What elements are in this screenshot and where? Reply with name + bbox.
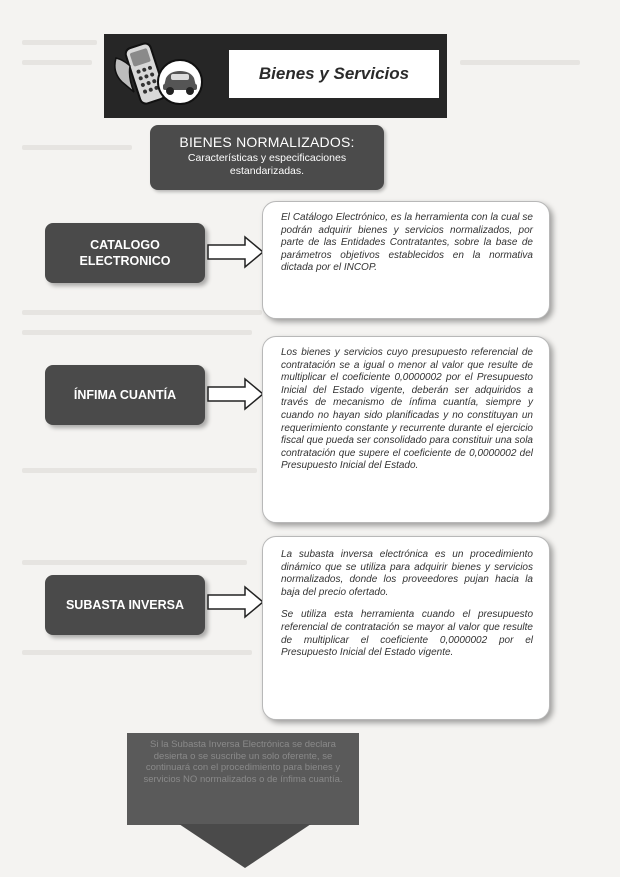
down-arrow-icon [175,820,315,872]
scan-artifact [22,40,97,45]
row-label: ÍNFIMA CUANTÍA [73,388,177,402]
normalized-goods-box [150,125,384,190]
normalized-subtitle: Características y especificaciones estandarizadas. [187,152,347,177]
infima-description-box [262,336,550,523]
row-label: CATALOGO ELECTRONICO [79,238,171,268]
scan-artifact [22,310,262,315]
row-paragraph: Se utiliza esta herramienta cuando el presupuesto referencial de contratación se mayor al valor que resulte de multiplicar el coeficiente 0,0000002 por el Presupuesto Inicial del Estado vigente. [281,609,533,659]
phone-and-car-icon [108,38,210,114]
scan-artifact [22,560,247,565]
header-banner [104,34,447,118]
bottom-note-box [127,733,359,825]
right-arrow-icon [207,377,265,411]
scan-artifact [22,468,257,473]
scan-artifact [460,60,580,65]
row-paragraph: La subasta inversa electrónica es un procedimiento dinámico que se utiliza para adquirir bienes y servicios normalizados, donde los proveedores pujan hacia la baja del precio ofertado. [281,549,533,598]
scan-artifact [22,60,92,65]
row-label: SUBASTA INVERSA [65,598,185,612]
normalized-title: BIENES NORMALIZADOS: [179,134,355,150]
right-arrow-icon [207,585,265,619]
right-arrow-icon [207,235,265,269]
row-paragraph: El Catálogo Electrónico, es la herramienta con la cual se podrán adquirir bienes y servicios normalizados, por parte de las Entidades Contratantes, sobre la base de parámetros objetivos establecidos en la normativa dictada por el INCOP. [281,212,533,274]
catalogo-electronico-box [45,223,205,283]
scan-artifact [22,330,252,335]
catalogo-description-box [262,201,550,319]
bottom-note-text: Si la Subasta Inversa Electrónica se declara desierta o se suscribe un solo oferente, se continuará con el procedimiento para bienes y servicios NO normalizados o de ínfima cuantía. [143,739,343,785]
header-title: Bienes y Servicios [258,64,410,83]
row-paragraph: Los bienes y servicios cuyo presupuesto referencial de contratación se a igual o menor al valor que resulte de multiplicar el coeficiente 0,0000002 por el Presupuesto Inicial del Estado vigente, deberán ser adquiridos a través de mecanismo de ínfima cuantía, siempre y cuando no hayan sido planificadas y no constituyan un requerimiento constante y recurrente durante el ejercicio fiscal que pueda ser consolidado para constituir una sola contratación que supere el coeficiente de 0,0000002 del Presupuesto Inicial del Estado. [281,347,533,472]
header-title-box [229,50,439,98]
scan-artifact [22,650,252,655]
subasta-description-box [262,536,550,720]
infima-cuantia-box [45,365,205,425]
scan-artifact [22,145,132,150]
subasta-inversa-box [45,575,205,635]
